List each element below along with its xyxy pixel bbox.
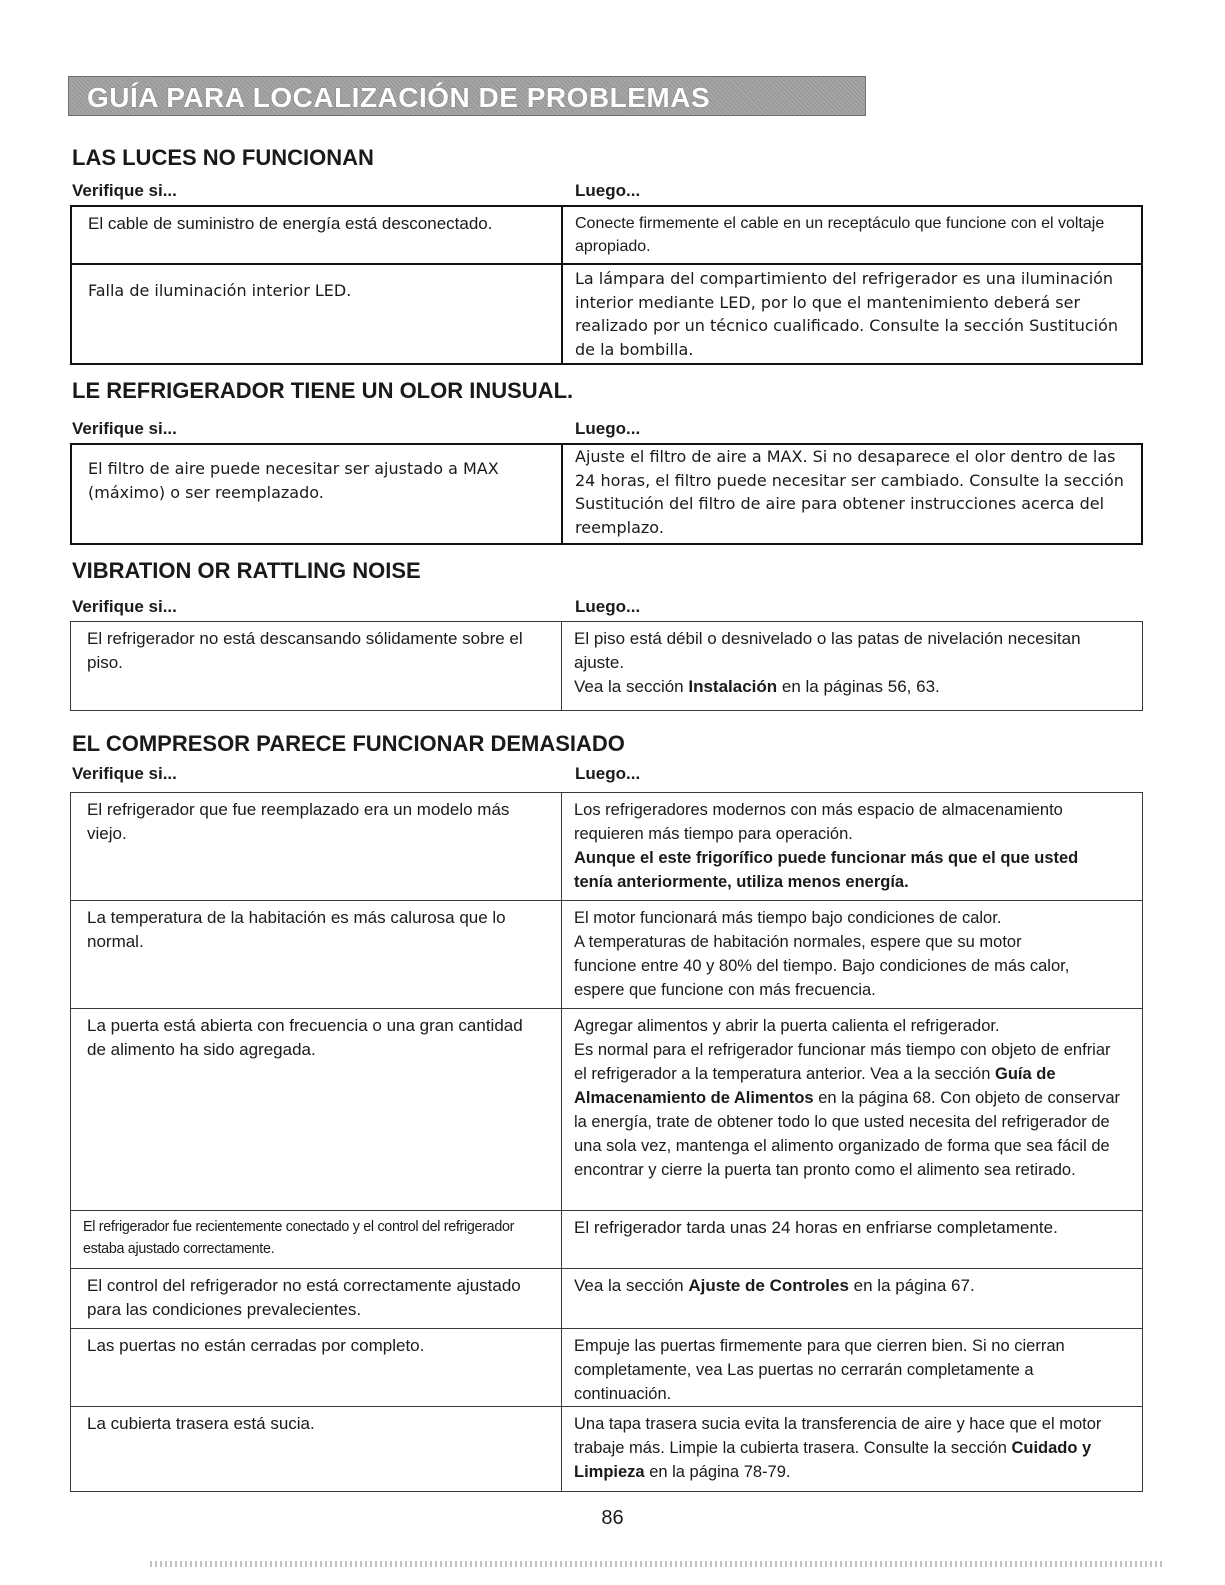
table-row [71, 1211, 1142, 1269]
check-cell: El filtro de aire puede necesitar ser ajustado a MAX (máximo) o ser reemplazado. [72, 445, 563, 543]
then-cell [562, 1269, 1142, 1328]
check-cell: Falla de iluminación interior LED. [72, 265, 563, 363]
column-label-check: Verifique si... [72, 181, 177, 200]
bold-reference: Cuidado y Limpieza [574, 1439, 1092, 1481]
section-title-vibration: VIBRATION OR RATTLING NOISE [72, 558, 421, 583]
text-span: en la página 68. Con objeto de conservar la energía, trate de obtener todo lo que usted necesita del refrigerador de una sola vez, mantenga el alimento organizado de forma que sea fácil de encontrar y cierre la puerta tan pronto como el alimento sea retirado. [574, 1089, 1121, 1179]
then-text: Aunque el este frigorífico puede funcionar más que el que usted tenía anteriormente, utiliza menos energía. [574, 849, 1079, 891]
then-text: El motor funcionará más tiempo bajo condiciones de calor. [574, 909, 1002, 927]
then-cell: Empuje las puertas firmemente para que cierren bien. Si no cierran completamente, vea Las puertas no cerrarán completamente a continuación. [574, 1337, 1065, 1403]
then-cell [562, 1009, 1142, 1210]
table-row [71, 1329, 1142, 1407]
table-row [71, 622, 1142, 710]
bold-reference: Instalación [688, 677, 778, 696]
then-text [574, 675, 1082, 699]
check-cell: La puerta está abierta con frecuencia o una gran cantidad de alimento ha sido agregada. [71, 1009, 562, 1210]
table-row [71, 1407, 1142, 1491]
column-label-check: Verifique si... [72, 597, 177, 616]
text-span: en la página 78-79. [644, 1463, 791, 1481]
then-cell [562, 622, 1142, 710]
then-text [574, 1412, 1128, 1484]
check-cell: El cable de suministro de energía está desconectado. [72, 207, 563, 263]
column-label-then: Luego... [575, 764, 641, 783]
check-cell: El refrigerador no está descansando sólidamente sobre el piso. [71, 622, 562, 710]
banner-title: GUÍA PARA LOCALIZACIÓN DE PROBLEMAS [87, 82, 711, 113]
column-label-then: Luego... [575, 419, 641, 438]
bold-reference: Guía de Almacenamiento de Alimentos [574, 1065, 1056, 1107]
text-span: Vea la sección [574, 677, 689, 696]
then-cell [562, 901, 1142, 1008]
column-label-check: Verifique si... [72, 764, 177, 783]
section-title-compressor: EL COMPRESOR PARECE FUNCIONAR DEMASIADO [72, 731, 625, 756]
section-title-lights: LAS LUCES NO FUNCIONAN [72, 145, 374, 170]
then-text: Los refrigeradores modernos con más espacio de almacenamiento requieren más tiempo para operación. [574, 801, 1063, 843]
lights-table [70, 205, 1143, 365]
compressor-table [70, 792, 1143, 1492]
section-title-odor: LE REFRIGERADOR TIENE UN OLOR INUSUAL. [72, 378, 574, 403]
table-row [71, 901, 1142, 1009]
odor-table [70, 443, 1143, 545]
check-cell: El refrigerador fue recientemente conectado y el control del refrigerador estaba ajustado correctamente. [71, 1211, 562, 1268]
column-label-then: Luego... [575, 597, 641, 616]
table-row [72, 265, 1141, 363]
text-span: en la página 67. [848, 1276, 975, 1295]
check-cell: El control del refrigerador no está correctamente ajustado para las condiciones prevalecientes. [71, 1269, 562, 1328]
then-text: Agregar alimentos y abrir la puerta calienta el refrigerador. [574, 1017, 1000, 1035]
text-span: Vea la sección [574, 1276, 689, 1295]
then-cell: Conecte firmemente el cable en un receptáculo que funcione con el voltaje apropiado. [575, 215, 1105, 255]
table-row [71, 1269, 1142, 1329]
check-cell: Las puertas no están cerradas por completo. [71, 1329, 562, 1406]
check-cell: La temperatura de la habitación es más calurosa que lo normal. [71, 901, 562, 1008]
table-row [71, 1009, 1142, 1211]
then-cell [562, 793, 1142, 900]
column-label-then: Luego... [575, 181, 641, 200]
scan-artifact-strip [150, 1561, 1165, 1567]
section-banner [68, 76, 866, 116]
then-cell: El refrigerador tarda unas 24 horas en enfriarse completamente. [574, 1218, 1058, 1237]
then-cell: Ajuste el filtro de aire a MAX. Si no desaparece el olor dentro de las 24 horas, el filtro puede necesitar ser cambiado. Consulte la sección Sustitución del filtro de aire para obtener instrucciones acerca del reemplazo. [575, 447, 1124, 537]
then-cell: La lámpara del compartimiento del refrigerador es una iluminación interior mediante LED, por lo que el mantenimiento deberá ser realizado por un técnico cualificado. Consulte la sección Sustitución de la bombilla. [575, 269, 1119, 359]
text-span: Es normal para el refrigerador funcionar más tiempo con objeto de enfriar el refrigerador a la temperatura anterior. Vea a la sección [574, 1041, 1111, 1083]
then-text [574, 1038, 1122, 1182]
page-number: 86 [601, 1507, 624, 1529]
check-cell: El refrigerador que fue reemplazado era un modelo más viejo. [71, 793, 562, 900]
table-row [72, 207, 1141, 265]
bold-reference: Ajuste de Controles [688, 1276, 849, 1295]
then-text: A temperaturas de habitación normales, espere que su motor funcione entre 40 y 80% del tiempo. Bajo condiciones de más calor, espere que funcione con más frecuencia. [574, 933, 1070, 999]
vibration-table [70, 621, 1143, 711]
then-text [574, 1274, 1136, 1298]
then-cell [562, 1407, 1142, 1491]
text-span: Una tapa trasera sucia evita la transferencia de aire y hace que el motor trabaje más. Limpie la cubierta trasera. Consulte la sección [574, 1415, 1102, 1457]
text-span: en la páginas 56, 63. [777, 677, 940, 696]
check-cell: La cubierta trasera está sucia. [71, 1407, 562, 1491]
table-row [71, 793, 1142, 901]
table-row [72, 445, 1141, 543]
column-label-check: Verifique si... [72, 419, 177, 438]
then-text: El piso está débil o desnivelado o las patas de nivelación necesitan ajuste. [574, 629, 1081, 672]
